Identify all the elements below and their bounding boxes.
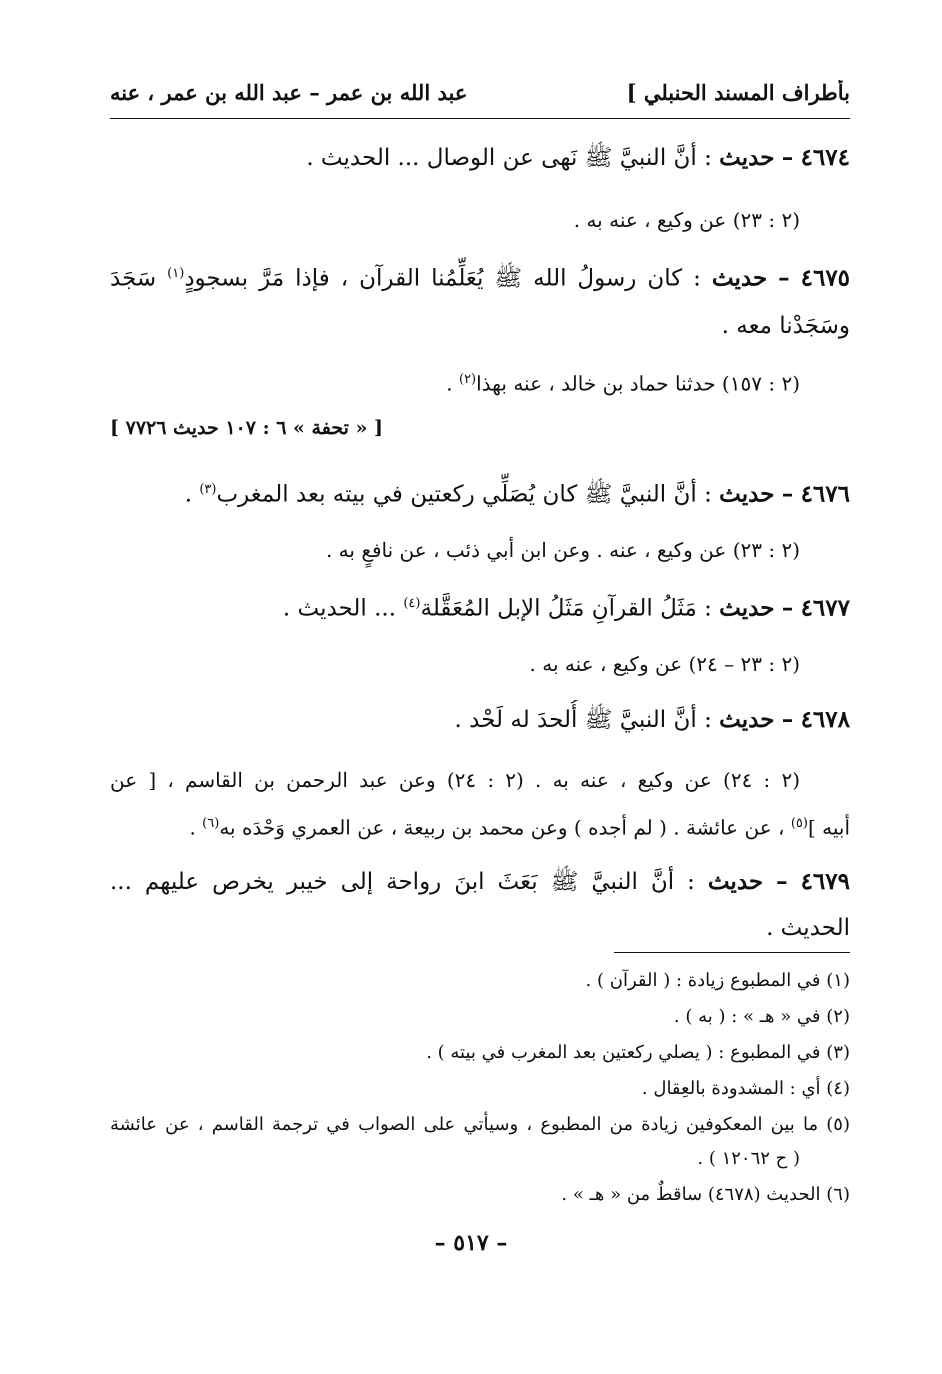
hadith-4679-line2 (110, 908, 850, 950)
page-number: – ٥١٧ – (434, 1230, 508, 1256)
footnote-6: (٦) الحديث (٤٦٧٨) ساقطٌ من « هـ » . (561, 1184, 850, 1205)
source-reference: (٢ : ٢٣) عن وكيع ، عنه به . (573, 208, 800, 232)
footnote-marker: (١) (167, 266, 185, 281)
hadith-4674-ref (110, 200, 800, 242)
hadith-number: ٤٦٧٧ (800, 594, 850, 622)
text-end: . (184, 481, 193, 508)
hadith-4678-ref-line2 (110, 804, 850, 846)
section-title: عبد الله بن عمر – عبد الله بن عمر ، عنه (110, 80, 468, 105)
hadith-4676 (110, 470, 850, 512)
dash: – (778, 264, 790, 292)
ref-end: . (189, 815, 196, 840)
footnote-3: (٣) في المطبوع : ( يصلي ركعتين بعد المغرب في بيته ) . (426, 1042, 850, 1063)
source-reference: (٢ : ٢٣ – ٢٤) عن وكيع ، عنه به . (529, 652, 800, 676)
footnote-marker: (٥) (790, 816, 808, 831)
hadith-4675-line1 (110, 254, 850, 296)
text-end: ... الحديث . (282, 595, 397, 622)
hadith-label: حديث (719, 480, 775, 508)
footnote-5-cont: ( ح ١٢٠٦٢ ) . (697, 1148, 800, 1169)
hadith-4679-line1 (110, 862, 850, 904)
hadith-text: الحديث . (766, 915, 850, 941)
hadith-4676-ref (110, 530, 800, 572)
hadith-number: ٤٦٧٦ (800, 480, 850, 508)
hadith-4675-ref (110, 360, 800, 402)
hadith-text-end: سَجَدَ (110, 265, 157, 292)
source-reference: (٢ : ١٥٧) حدثنا حماد بن خالد ، عنه بهذا (476, 371, 800, 396)
tuhfa-reference (110, 408, 850, 450)
hadith-label: حديث (707, 868, 764, 895)
footnote-marker: (٢) (458, 372, 477, 387)
hadith-label: حديث (719, 706, 775, 733)
dash: – (781, 480, 794, 508)
hadith-4678-ref-line1 (110, 760, 800, 802)
dash: – (781, 706, 794, 733)
hadith-text: : أنَّ النبيَّ ﷺ كان يُصَلِّي ركعتين في بيته بعد المغرب (216, 481, 712, 508)
hadith-4677 (110, 584, 850, 626)
hadith-number: ٤٦٧٤ (800, 144, 850, 171)
hadith-text: : أنَّ النبيَّ ﷺ بَعَثَ ابنَ رواحة إلى خيبر يخرص عليهم ... (110, 869, 695, 895)
ref-end: . (446, 371, 453, 396)
footnote-5: (٥) ما بين المعكوفين زيادة من المطبوع ، وسيأتي على الصواب في ترجمة القاسم ، عن عائشة (110, 1114, 850, 1135)
source-reference: (٢ : ٢٣) عن وكيع ، عنه . وعن ابن أبي ذئب ، عن نافعٍ به . (325, 538, 800, 562)
footnote-marker: (٤) (403, 596, 421, 611)
ref-part: ، عن عائشة . ( لم أجده ) وعن محمد بن ربيعة ، عن العمري وَحْدَه به (219, 815, 785, 840)
hadith-text: : مَثَلُ القرآنِ مَثَلُ الإبل المُعَقَّلة (420, 595, 712, 622)
footnote-4: (٤) أي : المشدودة بالعِقال . (641, 1078, 850, 1099)
hadith-4677-ref (110, 644, 800, 686)
hadith-label: حديث (719, 594, 775, 622)
hadith-number: ٤٦٧٨ (800, 706, 850, 733)
dash: – (781, 594, 794, 622)
hadith-text: : كان رسولُ الله ﷺ يُعَلِّمُنا القرآن ، فإذا مَرَّ بسجودٍ (184, 265, 701, 292)
footnote-marker: (٦) (202, 816, 220, 831)
hadith-4675-line2 (110, 306, 850, 348)
hadith-number: ٤٦٧٩ (800, 868, 850, 895)
hadith-text: وسَجَدْنا معه . (721, 313, 850, 339)
book-title: بأطراف المسند الحنبلي ] (626, 80, 850, 105)
dash: – (781, 144, 794, 171)
tuhfa-text: [ « تحفة » ٦ : ١٠٧ حديث ٧٧٢٦ ] (110, 417, 383, 439)
hadith-text: : أنَّ النبيَّ ﷺ نَهى عن الوصال ... الحديث . (306, 145, 712, 171)
footnote-marker: (٣) (199, 482, 217, 497)
dash: – (776, 868, 788, 895)
hadith-4674 (110, 138, 850, 180)
hadith-text: : أنَّ النبيَّ ﷺ أُلحدَ له لَحْد . (454, 707, 712, 733)
footnote-separator (614, 952, 850, 953)
footnote-1: (١) في المطبوع زيادة : ( القرآن ) . (585, 970, 850, 991)
hadith-label: حديث (719, 144, 775, 171)
source-reference: (٢ : ٢٤) عن وكيع ، عنه به . (٢ : ٢٤) وعن عبد الرحمن بن القاسم ، [ عن (110, 768, 800, 792)
ref-part: أبيه ] (807, 815, 850, 840)
running-header (110, 80, 850, 112)
hadith-label: حديث (711, 264, 768, 292)
header-rule (110, 118, 850, 119)
hadith-4678 (110, 700, 850, 742)
hadith-number: ٤٦٧٥ (800, 264, 850, 292)
footnote-2: (٢) في « هـ » : ( به ) . (673, 1006, 850, 1027)
